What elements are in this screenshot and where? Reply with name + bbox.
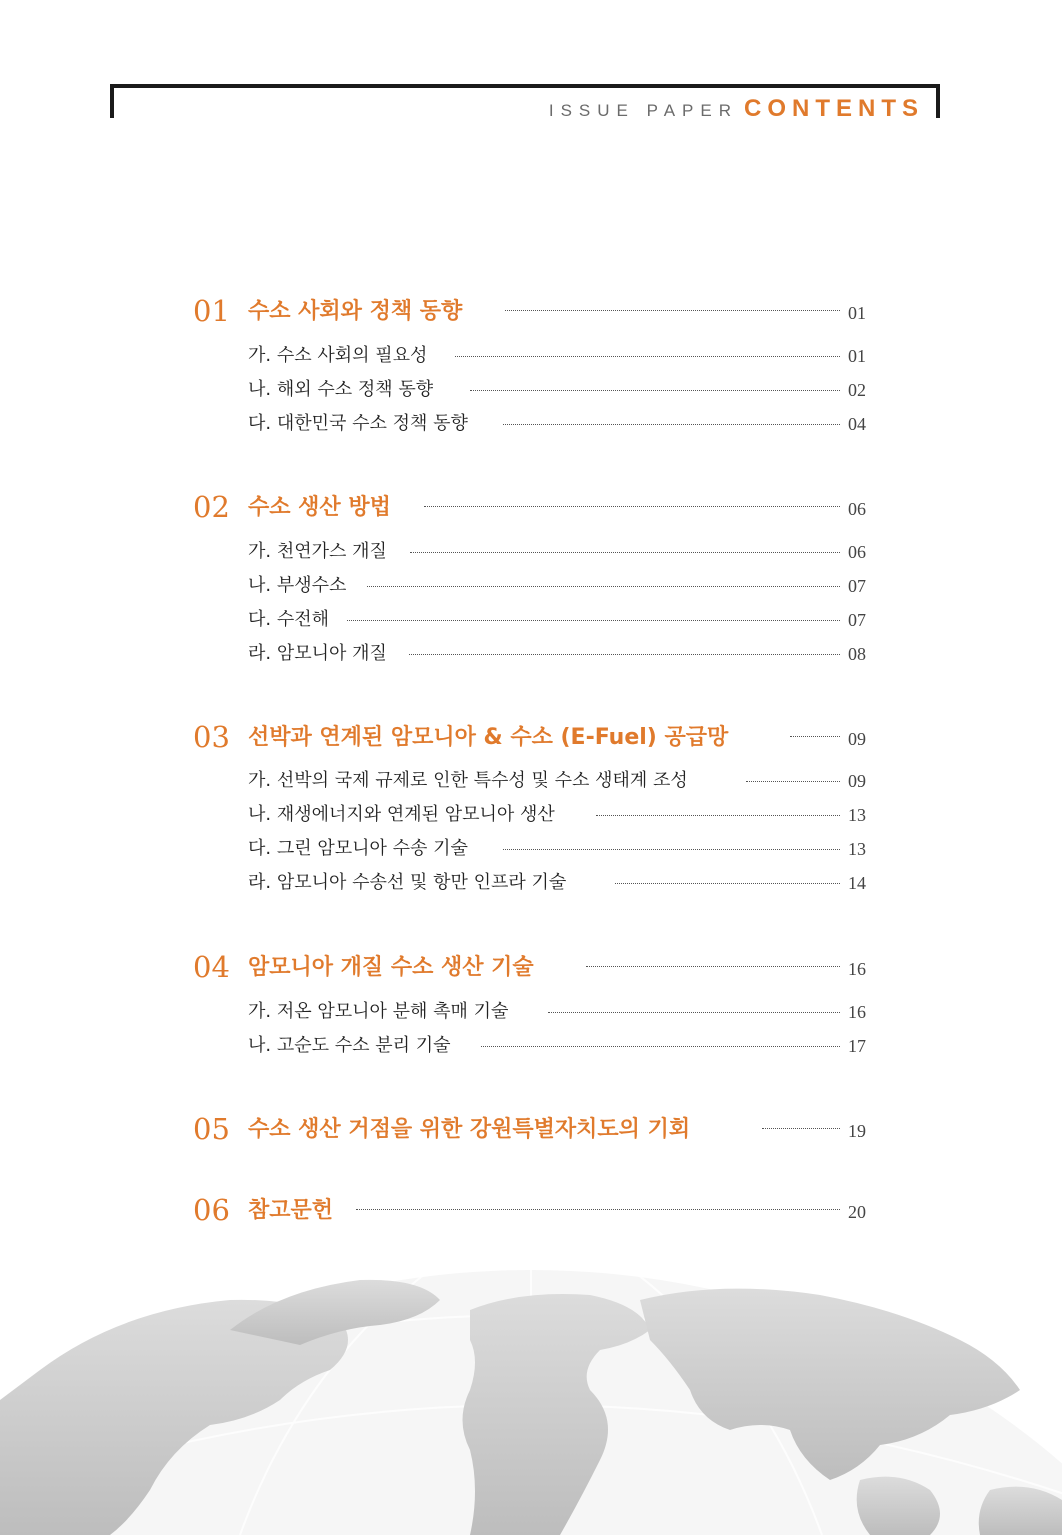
page-number: 02 xyxy=(848,380,866,400)
dot-leader xyxy=(762,1128,840,1129)
dot-leader xyxy=(790,736,840,737)
section-title: 선박과 연계된 암모니아 & 수소 (E-Fuel) 공급망 xyxy=(248,725,729,750)
page-number: 17 xyxy=(848,1036,866,1056)
subsection-title: 가. 천연가스 개질 xyxy=(248,541,387,562)
page-number: 16 xyxy=(848,959,866,979)
toc-subsection-row[interactable] xyxy=(0,411,1062,445)
section-number: 01 xyxy=(193,294,230,328)
header-rule xyxy=(110,84,940,88)
page-number: 13 xyxy=(848,839,866,859)
subsection-title: 다. 수전해 xyxy=(248,609,329,630)
toc-section-row[interactable] xyxy=(0,490,1062,524)
dot-leader xyxy=(367,586,840,587)
toc-subsection-row[interactable] xyxy=(0,870,1062,904)
dot-leader xyxy=(356,1209,840,1210)
toc-subsection-row[interactable] xyxy=(0,999,1062,1033)
dot-leader xyxy=(586,966,840,967)
toc-subsection-row[interactable] xyxy=(0,573,1062,607)
dot-leader xyxy=(596,815,840,816)
toc-section-row[interactable] xyxy=(0,1112,1062,1146)
subsection-title: 가. 수소 사회의 필요성 xyxy=(248,345,428,366)
toc-subsection-row[interactable] xyxy=(0,802,1062,836)
toc-section-row[interactable] xyxy=(0,294,1062,328)
toc-section-row[interactable] xyxy=(0,1193,1062,1227)
subsection-title: 다. 대한민국 수소 정책 동향 xyxy=(248,413,468,434)
toc-subsection-row[interactable] xyxy=(0,539,1062,573)
toc-section-row[interactable] xyxy=(0,720,1062,754)
toc-subsection-row[interactable] xyxy=(0,641,1062,675)
issue-paper-label: ISSUE PAPER xyxy=(548,101,738,120)
page-number: 06 xyxy=(848,499,866,519)
dot-leader xyxy=(455,356,840,357)
toc-section-row[interactable] xyxy=(0,950,1062,984)
dot-leader xyxy=(409,654,840,655)
page-number: 07 xyxy=(848,610,866,630)
page-number: 09 xyxy=(848,729,866,749)
page-number: 19 xyxy=(848,1121,866,1141)
subsection-title: 가. 선박의 국제 규제로 인한 특수성 및 수소 생태계 조성 xyxy=(248,770,688,791)
subsection-title: 나. 고순도 수소 분리 기술 xyxy=(248,1035,451,1056)
toc-subsection-row[interactable] xyxy=(0,836,1062,870)
page-number: 01 xyxy=(848,346,866,366)
dot-leader xyxy=(746,781,840,782)
page-number: 20 xyxy=(848,1202,866,1222)
dot-leader xyxy=(481,1046,840,1047)
section-title: 수소 생산 방법 xyxy=(248,495,391,520)
subsection-title: 라. 암모니아 개질 xyxy=(248,643,387,664)
section-number: 06 xyxy=(193,1193,230,1227)
header-title xyxy=(549,96,924,124)
section-title: 참고문헌 xyxy=(248,1198,334,1223)
toc-subsection-row[interactable] xyxy=(0,607,1062,641)
header-bracket-right xyxy=(936,84,940,118)
section-number: 04 xyxy=(193,950,230,984)
dot-leader xyxy=(505,310,840,311)
header-bracket-left xyxy=(110,84,114,118)
page-number: 09 xyxy=(848,771,866,791)
subsection-title: 나. 해외 수소 정책 동향 xyxy=(248,379,434,400)
subsection-title: 라. 암모니아 수송선 및 항만 인프라 기술 xyxy=(248,872,567,893)
toc-subsection-row[interactable] xyxy=(0,377,1062,411)
toc-subsection-row[interactable] xyxy=(0,343,1062,377)
dot-leader xyxy=(347,620,840,621)
page-number: 16 xyxy=(848,1002,866,1022)
dot-leader xyxy=(503,424,840,425)
subsection-title: 나. 재생에너지와 연계된 암모니아 생산 xyxy=(248,804,555,825)
subsection-title: 가. 저온 암모니아 분해 촉매 기술 xyxy=(248,1001,509,1022)
page-number: 04 xyxy=(848,414,866,434)
section-title: 암모니아 개질 수소 생산 기술 xyxy=(248,955,534,980)
subsection-title: 다. 그린 암모니아 수송 기술 xyxy=(248,838,468,859)
dot-leader xyxy=(548,1012,840,1013)
subsection-title: 나. 부생수소 xyxy=(248,575,347,596)
toc-subsection-row[interactable] xyxy=(0,768,1062,802)
dot-leader xyxy=(615,883,840,884)
section-number: 03 xyxy=(193,720,230,754)
globe-map-icon xyxy=(0,1250,1062,1535)
section-title: 수소 사회와 정책 동향 xyxy=(248,299,463,324)
page-number: 01 xyxy=(848,303,866,323)
page-number: 14 xyxy=(848,873,866,893)
page-number: 08 xyxy=(848,644,866,664)
dot-leader xyxy=(470,390,840,391)
contents-label: CONTENTS xyxy=(744,95,924,122)
toc-subsection-row[interactable] xyxy=(0,1033,1062,1067)
page-number: 13 xyxy=(848,805,866,825)
section-number: 02 xyxy=(193,490,230,524)
page-number: 06 xyxy=(848,542,866,562)
section-title: 수소 생산 거점을 위한 강원특별자치도의 기회 xyxy=(248,1117,691,1142)
dot-leader xyxy=(503,849,840,850)
page-number: 07 xyxy=(848,576,866,596)
dot-leader xyxy=(410,552,840,553)
dot-leader xyxy=(424,506,840,507)
section-number: 05 xyxy=(193,1112,230,1146)
